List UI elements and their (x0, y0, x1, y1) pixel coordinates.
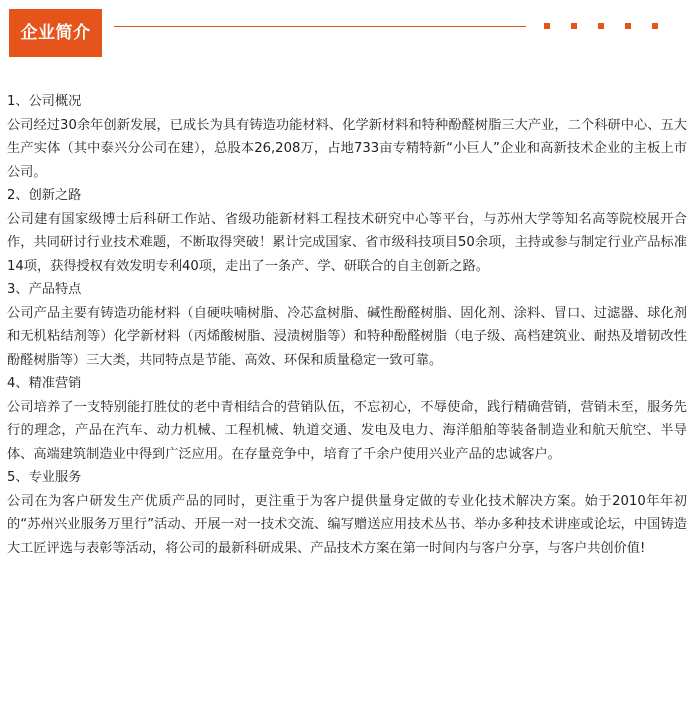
section-marketing (7, 372, 687, 466)
decorative-dot (571, 23, 577, 29)
section-title: 3、产品特点 (7, 282, 82, 297)
header-decorative-dots (544, 23, 658, 31)
decorative-dot (598, 23, 604, 29)
section-body: 公司产品主要有铸造功能材料（自硬呋喃树脂、冷芯盒树脂、碱性酚醛树脂、固化剂、涂料、冒口、过滤器、球化剂和无机粘结剂等）化学新材料（丙烯酸树脂、浸渍树脂等）和特种酚醛树脂（电子级、高档建筑业、耐热及增韧改性酚醛树脂等）三大类，共同特点是节能、高效、环保和质量稳定一致可靠。 (7, 305, 687, 368)
section-body: 公司在为客户研发生产优质产品的同时，更注重于为客户提供量身定做的专业化技术解决方案。始于2010年年初的“苏州兴业服务万里行”活动、开展一对一技术交流、编写赠送应用技术丛书、举办多种技术讲座或论坛，中国铸造大工匠评选与表彰等活动，将公司的最新科研成果、产品技术方案在第一时间内与客户分享，与客户共创价值! (7, 493, 687, 556)
decorative-dot (652, 23, 658, 29)
section-body: 公司经过30余年创新发展，已成长为具有铸造功能材料、化学新材料和特种酚醛树脂三大产业，二个科研中心、五大生产实体（其中泰兴分公司在建），总股本26,208万，占地733亩专精特新“小巨人”企业和高新技术企业的主板上市公司。 (7, 117, 687, 180)
section-header (0, 0, 690, 62)
section-title: 1、公司概况 (7, 94, 82, 109)
section-service (7, 466, 687, 560)
header-divider-line (114, 26, 526, 27)
header-title: 企业简介 (9, 9, 102, 57)
company-profile-content (7, 90, 687, 560)
decorative-dot (544, 23, 550, 29)
decorative-dot (625, 23, 631, 29)
section-overview (7, 90, 687, 184)
section-body: 公司建有国家级博士后科研工作站、省级功能新材料工程技术研究中心等平台，与苏州大学等知名高等院校展开合作，共同研讨行业技术难题，不断取得突破！累计完成国家、省市级科技项目50余项，主持或参与制定行业产品标准14项，获得授权有效发明专利40项，走出了一条产、学、研联合的自主创新之路。 (7, 211, 687, 274)
section-title: 5、专业服务 (7, 470, 82, 485)
section-title: 2、创新之路 (7, 188, 82, 203)
section-body: 公司培养了一支特别能打胜仗的老中青相结合的营销队伍，不忘初心，不辱使命，践行精确营销，营销未至，服务先行的理念，产品在汽车、动力机械、工程机械、轨道交通、发电及电力、海洋船舶等装备制造业和航天航空、半导体、高端建筑制造业中得到广泛应用。在存量竞争中，培育了千余户使用兴业产品的忠诚客户。 (7, 399, 687, 462)
section-innovation (7, 184, 687, 278)
section-title: 4、精准营销 (7, 376, 82, 391)
section-products (7, 278, 687, 372)
